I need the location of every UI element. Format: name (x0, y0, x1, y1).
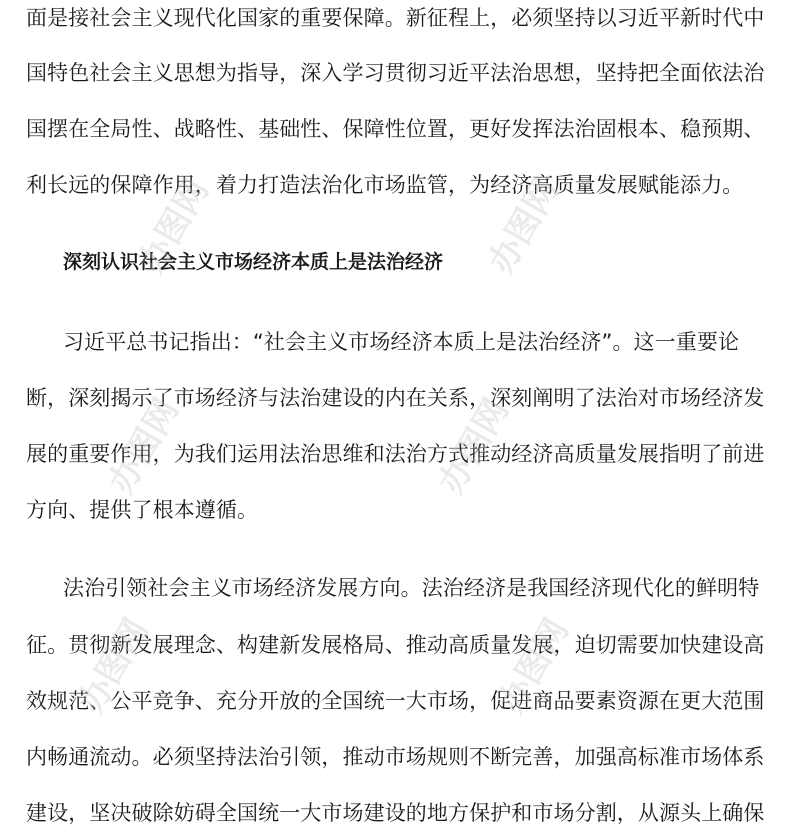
watermark: 办图网 (431, 392, 517, 501)
watermark: 办图网 (131, 172, 217, 281)
watermark: 办图网 (101, 392, 187, 501)
section-heading: 深刻认识社会主义市场经济本质上是法治经济 (63, 251, 444, 273)
paragraph-1-line-2: 国特色社会主义思想为指导，深入学习贯彻习近平法治思想，坚持把全面依法治 (26, 61, 765, 85)
paragraph-2-line-4: 方向、提供了根本遵循。 (26, 498, 259, 522)
paragraph-3-line-4: 内畅通流动。必须坚持法治引领，推动市场规则不断完善，加强高标准市场体系 (26, 745, 765, 769)
paragraph-2-line-2: 断，深刻揭示了市场经济与法治建设的内在关系，深刻阐明了法治对市场经济发 (26, 386, 765, 410)
paragraph-1-line-3: 国摆在全局性、战略性、基础性、保障性位置，更好发挥法治固根本、稳预期、 (26, 117, 765, 141)
paragraph-1-line-1: 面是接社会主义现代化国家的重要保障。新征程上，必须坚持以习近平新时代中 (26, 6, 765, 30)
paragraph-2-line-1: 习近平总书记指出：“社会主义市场经济本质上是法治经济”。这一重要论 (63, 330, 740, 354)
paragraph-3-line-1: 法治引领社会主义市场经济发展方向。法治经济是我国经济现代化的鲜明特 (63, 576, 760, 600)
watermark: 办图网 (71, 612, 157, 721)
paragraph-2-line-3: 展的重要作用，为我们运用法治思维和法治方式推动经济高质量发展指明了前进 (26, 442, 765, 466)
paragraph-3-line-5: 建设，坚决破除妨碍全国统一大市场建设的地方保护和市场分割，从源头上确保 (26, 801, 765, 825)
paragraph-1-line-4: 利长远的保障作用，着力打造法治化市场监管，为经济高质量发展赋能添力。 (26, 173, 744, 197)
paragraph-3-line-2: 征。贯彻新发展理念、构建新发展格局、推动高质量发展，迫切需要加快建设高 (26, 633, 765, 657)
paragraph-3-line-3: 效规范、公平竞争、充分开放的全国统一大市场，促进商品要素资源在更大范围 (26, 689, 765, 713)
watermark: 办图网 (481, 172, 567, 281)
watermark: 办图网 (491, 612, 577, 721)
